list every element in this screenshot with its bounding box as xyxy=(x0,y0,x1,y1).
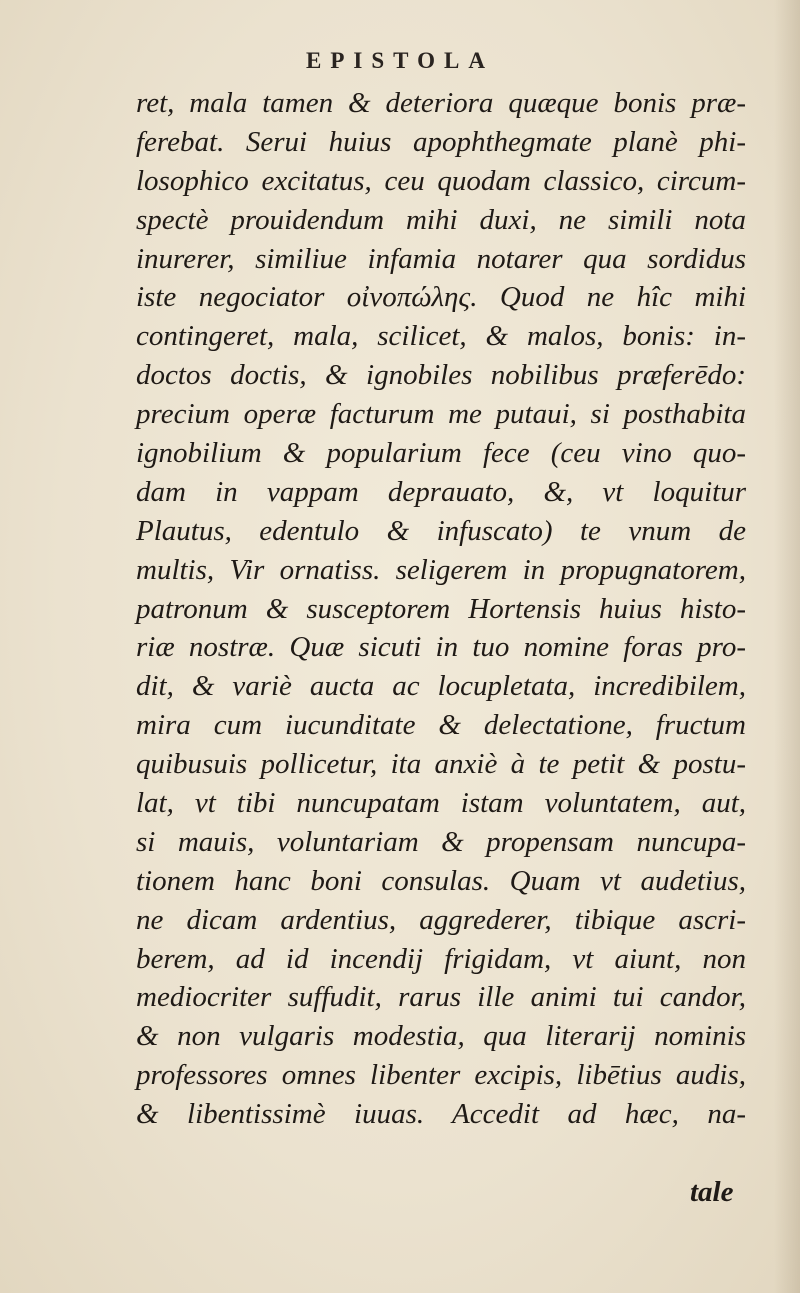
text-line: ne dicam ardentius, aggrederer, tibique ascri- xyxy=(136,903,746,936)
text-line: inurerer, similiue infamia notarer qua sordidus xyxy=(136,242,746,275)
text-line: professores omnes libenter excipis, libētius audis, xyxy=(136,1059,746,1092)
text-line: mira cum iucunditate & delectatione, fructum xyxy=(136,709,746,742)
text-line: doctos doctis, & ignobiles nobilibus præferēdo: xyxy=(136,359,746,392)
text-line: berem, ad id incendij frigidam, vt aiunt, non xyxy=(136,942,746,975)
text-line: patronum & susceptorem Hortensis huius histo- xyxy=(136,592,746,625)
text-line: riæ nostræ. Quæ sicuti in tuo nomine foras pro- xyxy=(136,631,746,664)
text-line: & libentissimè iuuas. Accedit ad hæc, na- xyxy=(136,1098,746,1131)
text-line: spectè prouidendum mihi duxi, ne simili nota xyxy=(136,203,746,236)
text-line: si mauis, voluntariam & propensam nuncupa- xyxy=(136,825,746,858)
text-line: Plautus, edentulo & infuscato) te vnum de xyxy=(136,514,746,547)
catchword: tale xyxy=(690,1176,734,1208)
page-edge-shadow xyxy=(774,0,800,1293)
text-line: mediocriter suffudit, rarus ille animi tui candor, xyxy=(136,981,746,1014)
body-text xyxy=(136,84,746,1134)
text-line: ret, mala tamen & deteriora quæque bonis præ- xyxy=(136,87,746,119)
text-line: losophico excitatus, ceu quodam classico, circum- xyxy=(136,164,746,197)
text-line: dam in vappam deprauato, &, vt loquitur xyxy=(136,475,746,508)
text-line: iste negociator οἰνοπώλης. Quod ne hîc mihi xyxy=(136,281,746,314)
text-line: quibusuis pollicetur, ita anxiè à te petit & postu- xyxy=(136,748,746,781)
text-line: & non vulgaris modestia, qua literarij nominis xyxy=(136,1020,746,1053)
text-line: ignobilium & popularium fece (ceu vino quo- xyxy=(136,437,746,470)
text-line: contingeret, mala, scilicet, & malos, bonis: in- xyxy=(136,320,746,353)
text-line: ferebat. Serui huius apophthegmate planè phi- xyxy=(136,125,746,158)
text-line: multis, Vir ornatiss. seligerem in propugnatorem, xyxy=(136,553,746,586)
running-head: EPISTOLA xyxy=(306,48,494,73)
text-line: lat, vt tibi nuncupatam istam voluntatem, aut, xyxy=(136,787,746,820)
text-line: tionem hanc boni consulas. Quam vt audetius, xyxy=(136,864,746,897)
text-line: dit, & variè aucta ac locupletata, incredibilem, xyxy=(136,670,746,703)
text-line: precium operæ facturum me putaui, si posthabita xyxy=(136,398,746,431)
